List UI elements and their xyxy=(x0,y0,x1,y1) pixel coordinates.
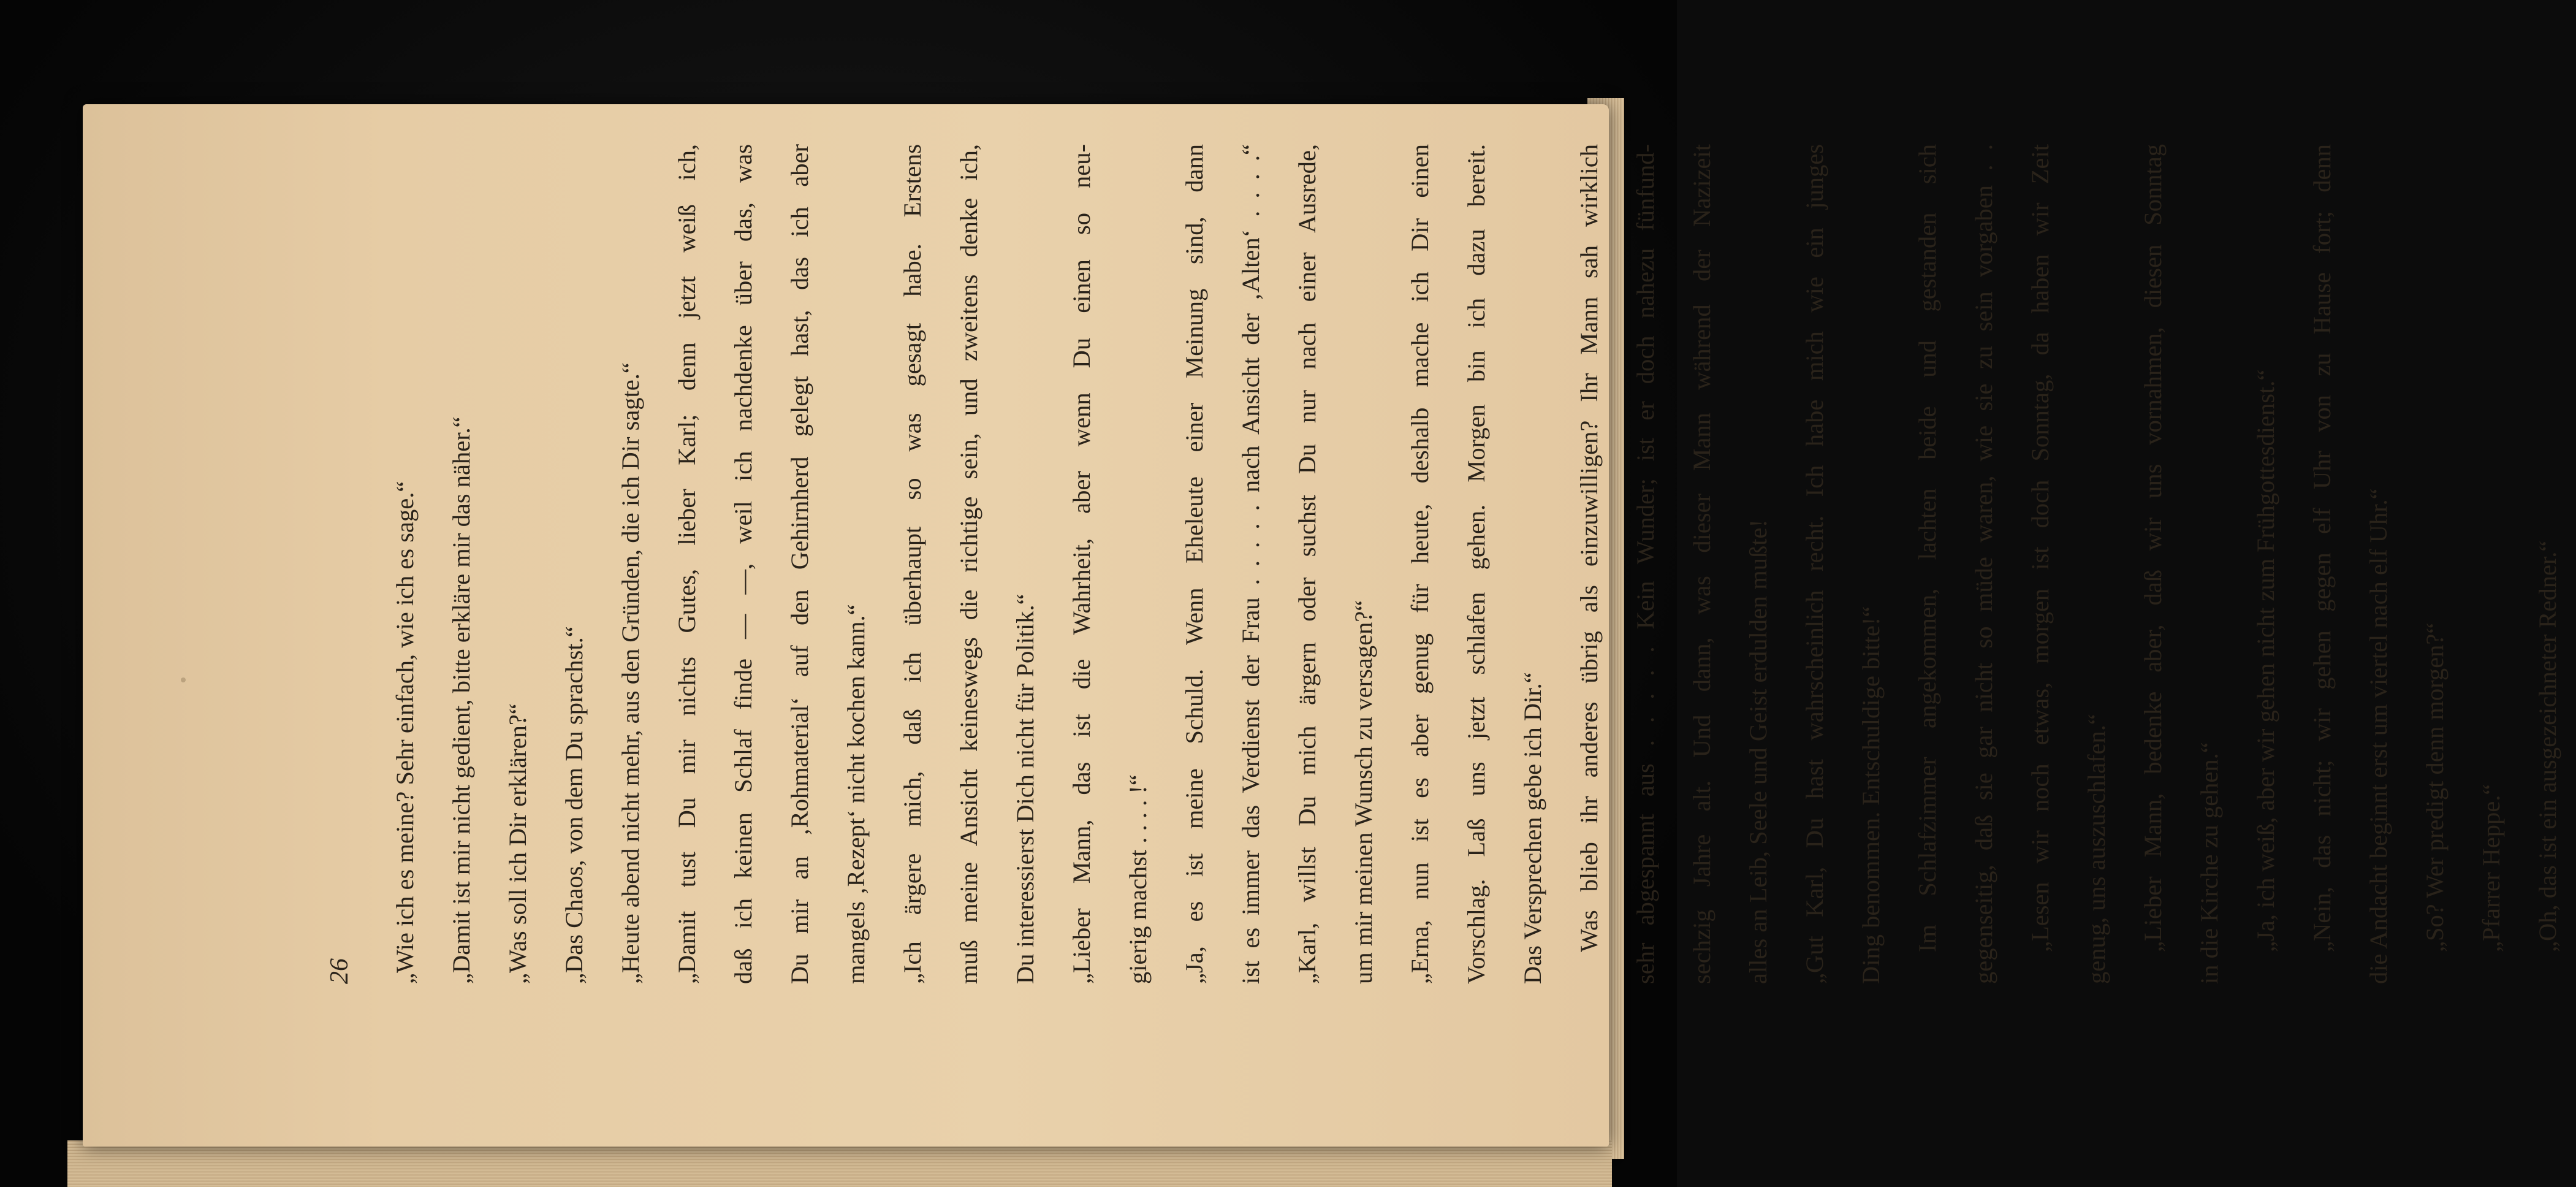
text-line: ist es immer das Verdienst der Frau . . . . . nach Ansicht der ‚Alten‘ . . . .“ xyxy=(1237,144,1264,984)
text-line: Das Versprechen gebe ich Dir.“ xyxy=(1519,672,1546,984)
rotated-page-content xyxy=(83,104,2561,1147)
book-page xyxy=(83,104,2561,1147)
text-line: sehr abgespannt aus . . . . . Kein Wunder; ist er doch nahezu fünfund- xyxy=(1632,144,1659,984)
text-line: „Lesen wir noch etwas, morgen ist doch Sonntag, da haben wir Zeit xyxy=(2026,144,2054,952)
text-line: mangels ‚Rezept‘ nicht kochen kann.“ xyxy=(842,604,870,984)
text-line: muß meine Ansicht keineswegs die richtige sein, und zweitens denke ich, xyxy=(955,144,982,984)
body-text xyxy=(377,144,2576,984)
text-line: die Andacht beginnt erst um viertel nach elf Uhr.“ xyxy=(2365,488,2392,984)
text-line: um mir meinen Wunsch zu versagen?“ xyxy=(1350,600,1377,984)
text-line: „Ja, ich weiß, aber wir gehen nicht zum Frühgottesdienst.“ xyxy=(2252,369,2279,952)
page-number: 26 xyxy=(325,958,354,984)
paper-spot xyxy=(742,953,745,956)
text-line: alles an Leib, Seele und Geist erdulden mußte! xyxy=(1744,519,1772,984)
text-line: „Oh, das ist ein ausgezeichneter Redner.“ xyxy=(2534,540,2561,952)
text-line: „Erna, nun ist es aber genug für heute, deshalb mache ich Dir einen xyxy=(1406,144,1434,984)
text-line: „Karl, willst Du mich ärgern oder suchst Du nur nach einer Ausrede, xyxy=(1293,144,1321,984)
text-line: Was blieb ihr anderes übrig als einzuwilligen? Ihr Mann sah wirklich xyxy=(1575,144,1603,952)
text-line: Im Schlafzimmer angekommen, lachten beide und gestanden sich xyxy=(1913,144,1941,952)
text-line: sechzig Jahre alt. Und dann, was dieser Mann während der Nazizeit xyxy=(1688,144,1715,984)
text-line: „Wie ich es meine? Sehr einfach, wie ich es sage.“ xyxy=(391,481,419,984)
text-line: „Ja, es ist meine Schuld. Wenn Eheleute einer Meinung sind, dann xyxy=(1180,144,1208,984)
text-line: Du mir an ‚Rohmaterial‘ auf den Gehirnherd gelegt hast, das ich aber xyxy=(786,144,813,984)
text-line: Vorschlag. Laß uns jetzt schlafen gehen. Morgen bin ich dazu bereit. xyxy=(1462,144,1490,984)
text-line: genug, uns auszuschlafen.“ xyxy=(2083,714,2110,984)
text-line: „Lieber Mann, bedenke aber, daß wir uns vornahmen, diesen Sonntag xyxy=(2139,144,2167,952)
text-line: „Was soll ich Dir erklären?“ xyxy=(504,703,531,984)
text-line: „Gut Karl, Du hast wahrscheinlich recht. Ich habe mich wie ein junges xyxy=(1801,144,1828,984)
text-line: „Das Chaos, von dem Du sprachst.“ xyxy=(560,626,588,984)
text-line: „So? Wer predigt denn morgen?“ xyxy=(2421,622,2449,952)
paper-spot xyxy=(181,677,186,682)
text-line: gegenseitig, daß sie gar nicht so müde waren, wie sie zu sein vorgaben . . xyxy=(1970,144,1997,984)
text-line: „Pfarrer Heppe.“ xyxy=(2477,784,2505,952)
text-line: Ding benommen. Entschuldige bitte!“ xyxy=(1857,606,1885,984)
text-line: Du interessierst Dich nicht für Politik.“ xyxy=(1011,594,1039,984)
text-line: „Heute abend nicht mehr, aus den Gründen, die ich Dir sagte.“ xyxy=(617,362,644,984)
text-line: „Nein, das nicht; wir gehen gegen elf Uhr von zu Hause fort; denn xyxy=(2308,144,2336,952)
text-line: „Lieber Mann, das ist die Wahrheit, aber wenn Du einen so neu- xyxy=(1068,144,1095,984)
text-line: „Damit ist mir nicht gedient, bitte erkläre mir das näher.“ xyxy=(447,416,475,984)
text-line: daß ich keinen Schlaf finde — —, weil ich nachdenke über das, was xyxy=(729,144,757,984)
page-stack-edge-bottom xyxy=(67,1140,1612,1187)
text-line: „Ich ärgere mich, daß ich überhaupt so was gesagt habe. Erstens xyxy=(899,144,926,984)
text-line: gierig machst . . . . !“ xyxy=(1124,774,1152,984)
text-line: „Damit tust Du mir nichts Gutes, lieber Karl; denn jetzt weiß ich, xyxy=(673,144,701,984)
text-line: in die Kirche zu gehen.“ xyxy=(2195,742,2223,984)
